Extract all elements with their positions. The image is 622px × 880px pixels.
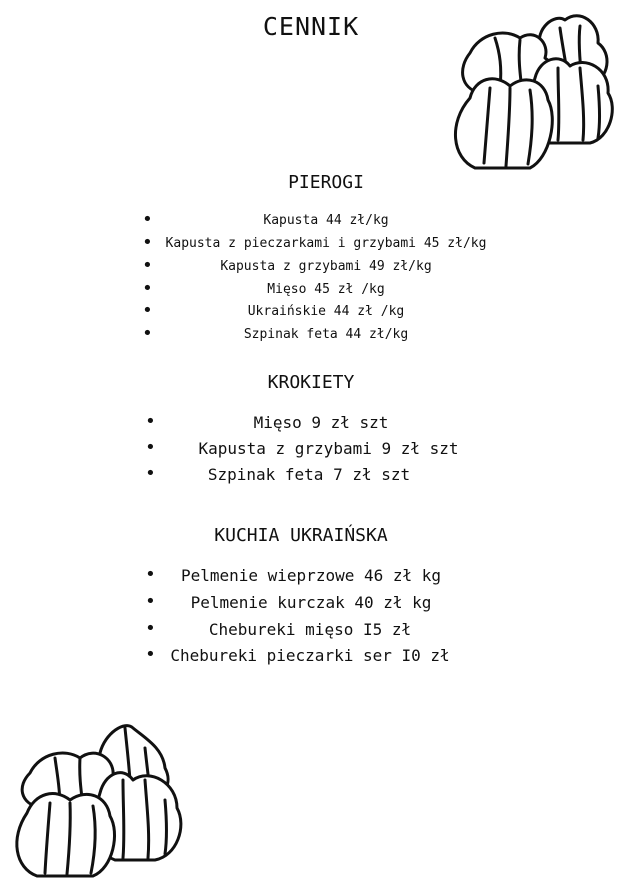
list-item: • Ukraińskie 44 zł /kg xyxy=(142,300,405,321)
list-item: • Kapusta z grzybami 49 zł/kg xyxy=(142,255,432,276)
list-item: • Chebureki pieczarki ser I0 zł xyxy=(145,644,450,665)
list-item: • Kapusta 44 zł/kg xyxy=(142,209,389,230)
list-item: • Szpinak feta 7 zł szt xyxy=(145,463,411,484)
list-item: • Mięso 9 zł szt xyxy=(145,411,389,432)
section-heading-krokiety: KROKIETY xyxy=(267,372,355,393)
list-item: • Pelmenie kurczak 40 zł kg xyxy=(145,591,432,612)
section-heading-pierogi: PIEROGI xyxy=(288,172,364,193)
dumplings-illustration-top xyxy=(440,8,620,173)
list-item: • Chebureki mięso I5 zł xyxy=(145,618,412,639)
list-item: • Szpinak feta 44 zł/kg xyxy=(142,323,409,344)
list-item: • Kapusta z pieczarkami i grzybami 45 zł/kg xyxy=(142,232,487,253)
page-title: CENNIK xyxy=(262,12,360,41)
dumplings-illustration-bottom xyxy=(5,718,190,878)
section-heading-kuchnia-ukrainska: KUCHIA UKRAIŃSKA xyxy=(214,525,388,546)
list-item: • Kapusta z grzybami 9 zł szt xyxy=(145,437,459,458)
dumpling-icon xyxy=(17,794,115,876)
list-item: • Mięso 45 zł /kg xyxy=(142,278,385,299)
dumpling-icon xyxy=(455,79,552,168)
list-item: • Pelmenie wieprzowe 46 zł kg xyxy=(145,564,442,585)
